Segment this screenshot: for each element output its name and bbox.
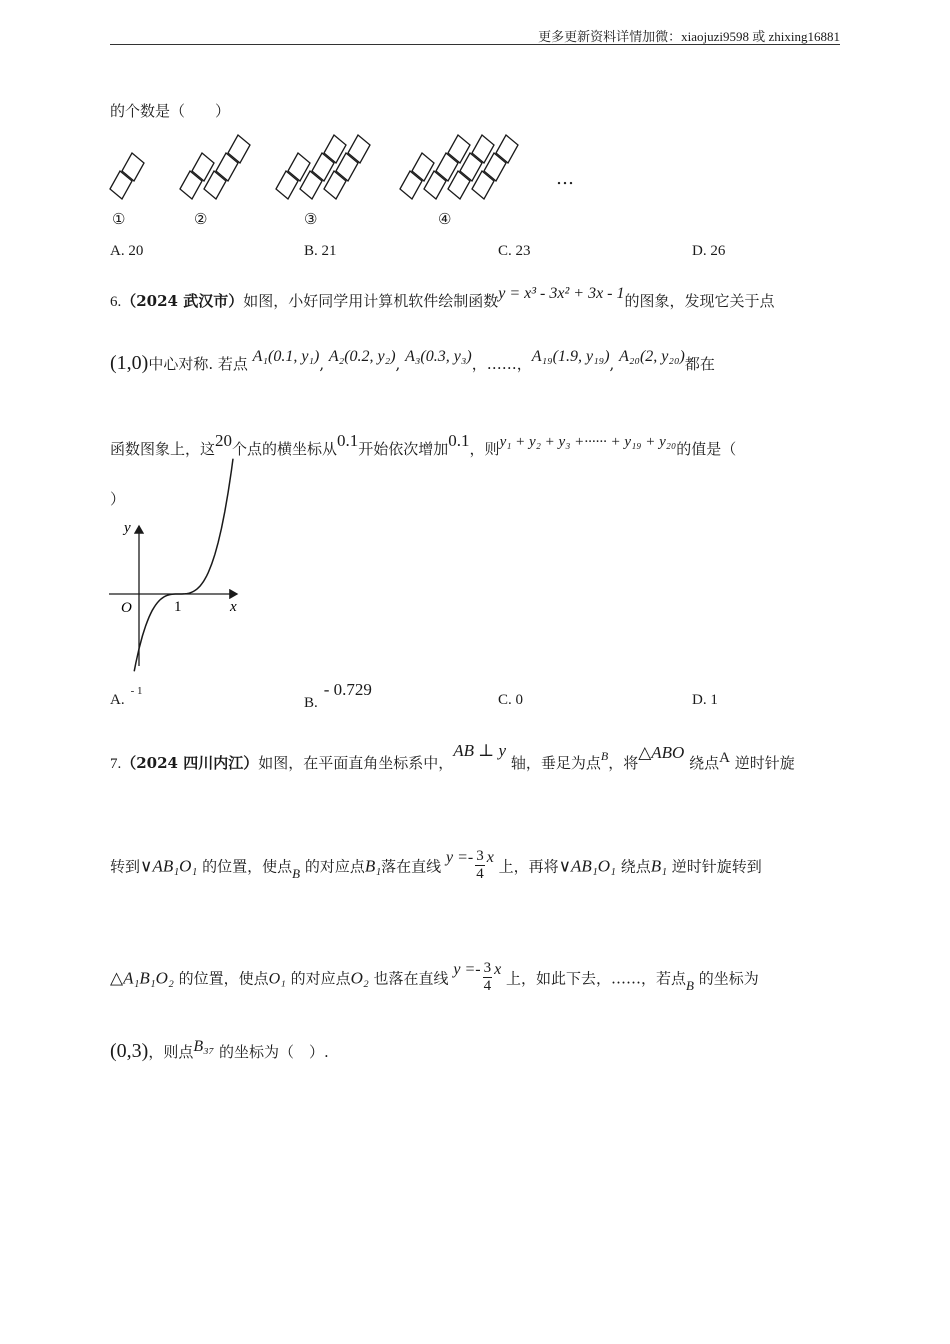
q6-line-4: ）: [110, 490, 126, 508]
rhombus: [122, 153, 144, 181]
option-value: - 0.729: [323, 680, 372, 699]
q5-figure-label-2: ②: [194, 210, 208, 228]
q6-cubic-graph: [105, 512, 255, 672]
q7-point-b: B: [685, 977, 694, 993]
q5-option-d[interactable]: D. 26: [692, 243, 726, 259]
q7-text: 绕点: [620, 857, 651, 876]
q6-point-a20: A₂₀(2, y₂₀): [619, 348, 685, 365]
q7-point-a: A: [719, 750, 730, 766]
rhombus: [110, 171, 132, 199]
q6-option-b[interactable]: [304, 680, 372, 712]
q5-option-b[interactable]: B. 21: [304, 243, 337, 259]
option-letter: A.: [110, 692, 125, 708]
q6-text: 个点的横坐标从: [232, 440, 338, 458]
q7-triangle-ab1o1: ∨AB₁O₁: [558, 856, 616, 876]
q6-text: 都在: [684, 355, 715, 373]
q6-point-a1: A₁(0.1, y₁): [252, 348, 320, 365]
q6-point-a19: A₁₉(1.9, y₁₉): [531, 348, 610, 365]
q7-point-o1: O₁: [268, 970, 286, 988]
q7-line-2: [110, 850, 762, 885]
q6-option-d[interactable]: D. 1: [692, 692, 718, 708]
q7-text: 的坐标为（ ）.: [219, 1043, 329, 1061]
q7-text: 如图，在平面直角坐标系中，: [258, 754, 454, 772]
rhombus: [228, 135, 250, 163]
q5-figure-label-4: ④: [438, 210, 452, 228]
q5-figure-label-1: ①: [112, 210, 126, 228]
rhombus: [496, 135, 518, 163]
q7-coordinate: (0,3): [110, 1040, 149, 1062]
q6-text: 函数图象上，这: [110, 440, 216, 458]
q7-line-lhs: y =-: [445, 848, 474, 866]
q6-option-a[interactable]: [110, 685, 143, 709]
q5-option-a[interactable]: A. 20: [110, 243, 144, 259]
q6-text: ，则: [469, 440, 500, 458]
q7-fraction: [483, 960, 493, 995]
q5-ellipsis: …: [556, 168, 574, 189]
q6-sum: y₁ + y₂ + y₃ +······ + y₁₉ + y₂₀: [499, 434, 677, 450]
q7-text: 落在直线: [381, 857, 442, 876]
q7-fraction: [475, 848, 485, 883]
q7-text: 的对应点: [290, 969, 351, 988]
q7-text: 的位置，使点: [178, 969, 269, 988]
q7-text: 逆时针旋: [734, 754, 795, 772]
q6-line-3: [110, 431, 737, 459]
q5-rhombus-figure: [100, 125, 530, 215]
rhombus: [180, 171, 202, 199]
page-header: 更多更新资料详情加微：xiaojuzi9598 或 zhixing16881: [538, 29, 840, 44]
option-value: - 1: [130, 685, 143, 697]
q7-frac-num: 3: [483, 960, 492, 976]
x-axis-label: x: [230, 599, 237, 615]
rhombus: [348, 135, 370, 163]
q7-triangle-abo: △ABO: [638, 743, 685, 762]
option-letter: B.: [304, 695, 318, 711]
cubic-curve: [134, 459, 233, 672]
q6-center-point: (1,0): [110, 352, 149, 374]
tick-label-1: 1: [174, 599, 182, 615]
q7-point-b: B: [600, 749, 609, 763]
q7-text: 上，再将: [498, 857, 559, 876]
q7-frac-den: 4: [476, 866, 484, 882]
q7-line-lhs: y =-: [453, 960, 481, 978]
q7-text: 绕点: [689, 754, 720, 772]
q6-text: 如图，小好同学用计算机软件绘制函数: [243, 292, 499, 310]
q7-triangle-ab1o1: ∨AB₁O₁: [140, 856, 198, 876]
q6-line-2: (1,0)中心对称. 若点 A₁(0.1, y₁), A₂(0.2, y₂), A₃(0.3, y₃)，……，A₁₉(1.9, y₁₉), A₂₀(2, y₂₀)都在: [110, 348, 715, 374]
rhombus: [216, 153, 238, 181]
header-rule: [110, 44, 840, 45]
q7-frac-den: 4: [483, 978, 492, 994]
q7-point-b1: B₁: [650, 856, 668, 876]
q6-line-1: [110, 285, 775, 311]
q7-text: 的位置，使点: [202, 857, 293, 876]
q6-text: 中心对称. 若点: [148, 355, 248, 373]
q7-point-b1: B₁: [364, 856, 382, 876]
q7-point-b37: B₃₇: [193, 1038, 215, 1055]
q6-start: 0.1: [337, 431, 359, 450]
rhombus: [400, 171, 422, 199]
q6-text: 的图象，发现它关于点: [624, 292, 775, 310]
q7-text: ，将: [608, 754, 639, 772]
origin-label: O: [121, 600, 132, 616]
q7-triangle-a1b1o2: △A₁B₁O₂: [110, 968, 174, 988]
q7-text: 也落在直线: [373, 969, 449, 988]
q7-text: 逆时针旋转到: [671, 857, 762, 876]
q6-count: 20: [215, 431, 233, 450]
q7-text: 转到: [110, 857, 141, 876]
q6-text: 开始依次增加: [358, 440, 449, 458]
q6-dots: ，……，: [471, 355, 532, 373]
q7-line-4: [110, 1040, 329, 1063]
q6-function: y = x³ - 3x² + 3x - 1: [498, 285, 625, 302]
q7-text: 的坐标为: [698, 969, 759, 988]
q7-frac-x: x: [486, 848, 494, 866]
q7-point-o2: O₂: [350, 968, 369, 988]
q5-option-c[interactable]: C. 23: [498, 243, 531, 259]
q6-text: 的值是（: [676, 440, 737, 458]
q6-point-a2: A₂(0.2, y₂): [328, 348, 396, 365]
q5-stem-tail: 的个数是（ ）: [110, 102, 231, 120]
q7-source-tag: （2024 四川内江）: [121, 754, 259, 772]
q6-number: 6.: [110, 294, 122, 310]
q6-point-a3: A₃(0.3, y₃): [405, 348, 472, 365]
q7-text: 轴，垂足为点: [510, 754, 601, 772]
q5-figure-label-3: ③: [304, 210, 318, 228]
q7-text: ，则点: [148, 1043, 194, 1061]
q6-source-tag: （2024 武汉市）: [121, 292, 244, 310]
q6-option-c[interactable]: C. 0: [498, 692, 524, 708]
q7-number: 7.: [110, 756, 122, 772]
q7-text: 上，如此下去，……，若点: [505, 969, 686, 988]
rhombus: [276, 171, 298, 199]
q7-perpendicular: AB ⊥ y: [453, 741, 507, 760]
q6-step: 0.1: [448, 431, 470, 450]
q7-line-1: [110, 741, 795, 773]
q7-line-3: [110, 962, 759, 997]
q7-frac-num: 3: [476, 848, 484, 864]
q7-text: 的对应点: [304, 857, 365, 876]
y-axis-label: y: [124, 520, 131, 536]
q7-frac-x: x: [494, 960, 502, 978]
q7-point-b: B: [292, 865, 301, 881]
